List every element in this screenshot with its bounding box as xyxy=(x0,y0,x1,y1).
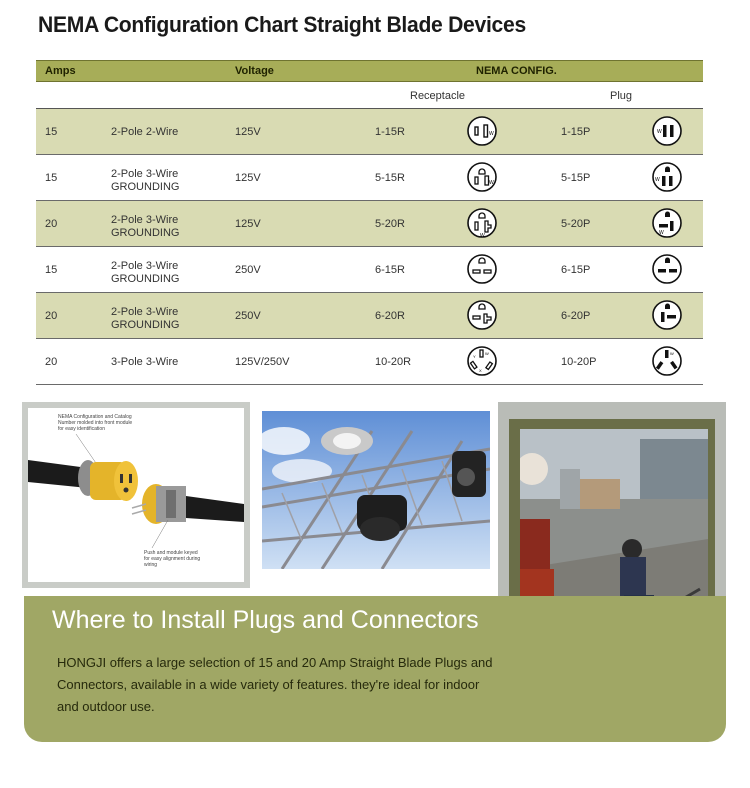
product-photo-plug-connector xyxy=(22,402,250,588)
receptacle-config-cell: 10-20R xyxy=(375,356,412,368)
plug-config-cell: 6-20P xyxy=(561,310,591,322)
photo-caption-top: NEMA Configuration and Catalog Number molded into front module for easy identification xyxy=(58,414,133,432)
table-row xyxy=(36,247,703,293)
pole-wire-label: 2-Pole 3-Wire xyxy=(111,260,179,272)
svg-text:W: W xyxy=(670,351,674,356)
table-row xyxy=(36,293,703,339)
grounding-label: GROUNDING xyxy=(111,227,180,239)
svg-text:X: X xyxy=(479,368,482,373)
receptacle-config-cell: 6-15R xyxy=(375,264,405,276)
table-row xyxy=(36,201,703,247)
grounding-label: GROUNDING xyxy=(111,319,180,331)
grounding-label: GROUNDING xyxy=(111,181,180,193)
voltage-cell: 125V xyxy=(235,218,261,230)
pole-wire-label: 2-Pole 3-Wire xyxy=(111,214,179,226)
pole-wire-label: 2-Pole 2-Wire xyxy=(111,126,179,138)
plug-config-cell: 1-15P xyxy=(561,126,591,138)
nema-6-20p-icon xyxy=(651,299,683,331)
nema-1-15p-icon xyxy=(651,115,683,147)
nema-5-15p-icon xyxy=(651,161,683,193)
nema-6-15p-icon xyxy=(651,253,683,285)
table-row xyxy=(36,109,703,155)
amps-cell: 20 xyxy=(45,218,58,230)
receptacle-config-cell: 6-20R xyxy=(375,310,405,322)
plug-config-cell: 5-15P xyxy=(561,172,591,184)
amps-cell: 20 xyxy=(45,310,58,322)
description-cell xyxy=(111,356,178,369)
amps-header: Amps xyxy=(45,65,76,77)
description-cell xyxy=(111,168,179,194)
svg-text:W: W xyxy=(480,233,485,239)
amps-cell: 15 xyxy=(45,126,58,138)
voltage-cell: 125V/250V xyxy=(235,356,290,368)
voltage-header: Voltage xyxy=(235,65,274,77)
receptacle-config-cell: 1-15R xyxy=(375,126,405,138)
nema-10-20p-icon xyxy=(651,345,683,377)
voltage-cell: 250V xyxy=(235,264,261,276)
description-cell xyxy=(111,126,178,139)
nema-6-20r-icon xyxy=(466,299,498,331)
page-title: NEMA Configuration Chart Straight Blade Devices xyxy=(38,12,526,37)
chart-header xyxy=(36,60,703,82)
receptacle-header: Receptacle xyxy=(410,90,466,102)
voltage-cell: 125V xyxy=(235,172,261,184)
nema-5-15r-icon xyxy=(466,161,498,193)
stage-lighting-photo xyxy=(262,411,490,569)
nema-chart xyxy=(36,60,703,385)
nema-header: NEMA CONFIG. xyxy=(476,65,557,77)
amps-cell: 15 xyxy=(45,172,58,184)
receptacle-config-cell: 5-15R xyxy=(375,172,405,184)
svg-text:W: W xyxy=(489,180,494,186)
plug-config-cell: 5-20P xyxy=(561,218,591,230)
pole-wire-label: 2-Pole 3-Wire xyxy=(111,306,179,318)
svg-text:W: W xyxy=(485,351,489,356)
voltage-cell: 250V xyxy=(235,310,261,322)
description-cell xyxy=(111,214,179,240)
install-banner xyxy=(24,596,726,742)
nema-5-20p-icon xyxy=(651,207,683,239)
svg-text:W: W xyxy=(659,230,664,236)
table-row xyxy=(36,155,703,201)
receptacle-config-cell: 5-20R xyxy=(375,218,405,230)
plug-config-cell: 10-20P xyxy=(561,356,597,368)
chart-subheader xyxy=(36,82,703,109)
pole-wire-label: 3-Pole 3-Wire xyxy=(111,356,179,368)
voltage-cell: 125V xyxy=(235,126,261,138)
photo-caption-bottom: Push and module keyed for easy alignment during wiring xyxy=(144,550,201,568)
grounding-label: GROUNDING xyxy=(111,273,180,285)
banner-title: Where to Install Plugs and Connectors xyxy=(52,606,479,634)
description-cell xyxy=(111,260,179,286)
svg-text:Y: Y xyxy=(473,354,476,359)
pole-wire-label: 2-Pole 3-Wire xyxy=(111,168,179,180)
plug-config-cell: 6-15P xyxy=(561,264,591,276)
svg-text:W: W xyxy=(655,177,660,183)
nema-5-20r-icon xyxy=(466,207,498,239)
nema-1-15r-icon xyxy=(466,115,498,147)
amps-cell: 20 xyxy=(45,356,58,368)
nema-10-20r-icon xyxy=(466,345,498,377)
plug-header: Plug xyxy=(610,90,633,102)
banner-description: HONGJI offers a large selection of 15 and 20 Amp Straight Blade Plugs and Connectors, available in a wide variety of features. they're ideal for indoor and outdoor use. xyxy=(57,655,493,714)
svg-text:W: W xyxy=(489,131,494,137)
nema-6-15r-icon xyxy=(466,253,498,285)
table-row xyxy=(36,339,703,385)
amps-cell: 15 xyxy=(45,264,58,276)
svg-text:W: W xyxy=(657,129,662,135)
description-cell xyxy=(111,306,179,332)
